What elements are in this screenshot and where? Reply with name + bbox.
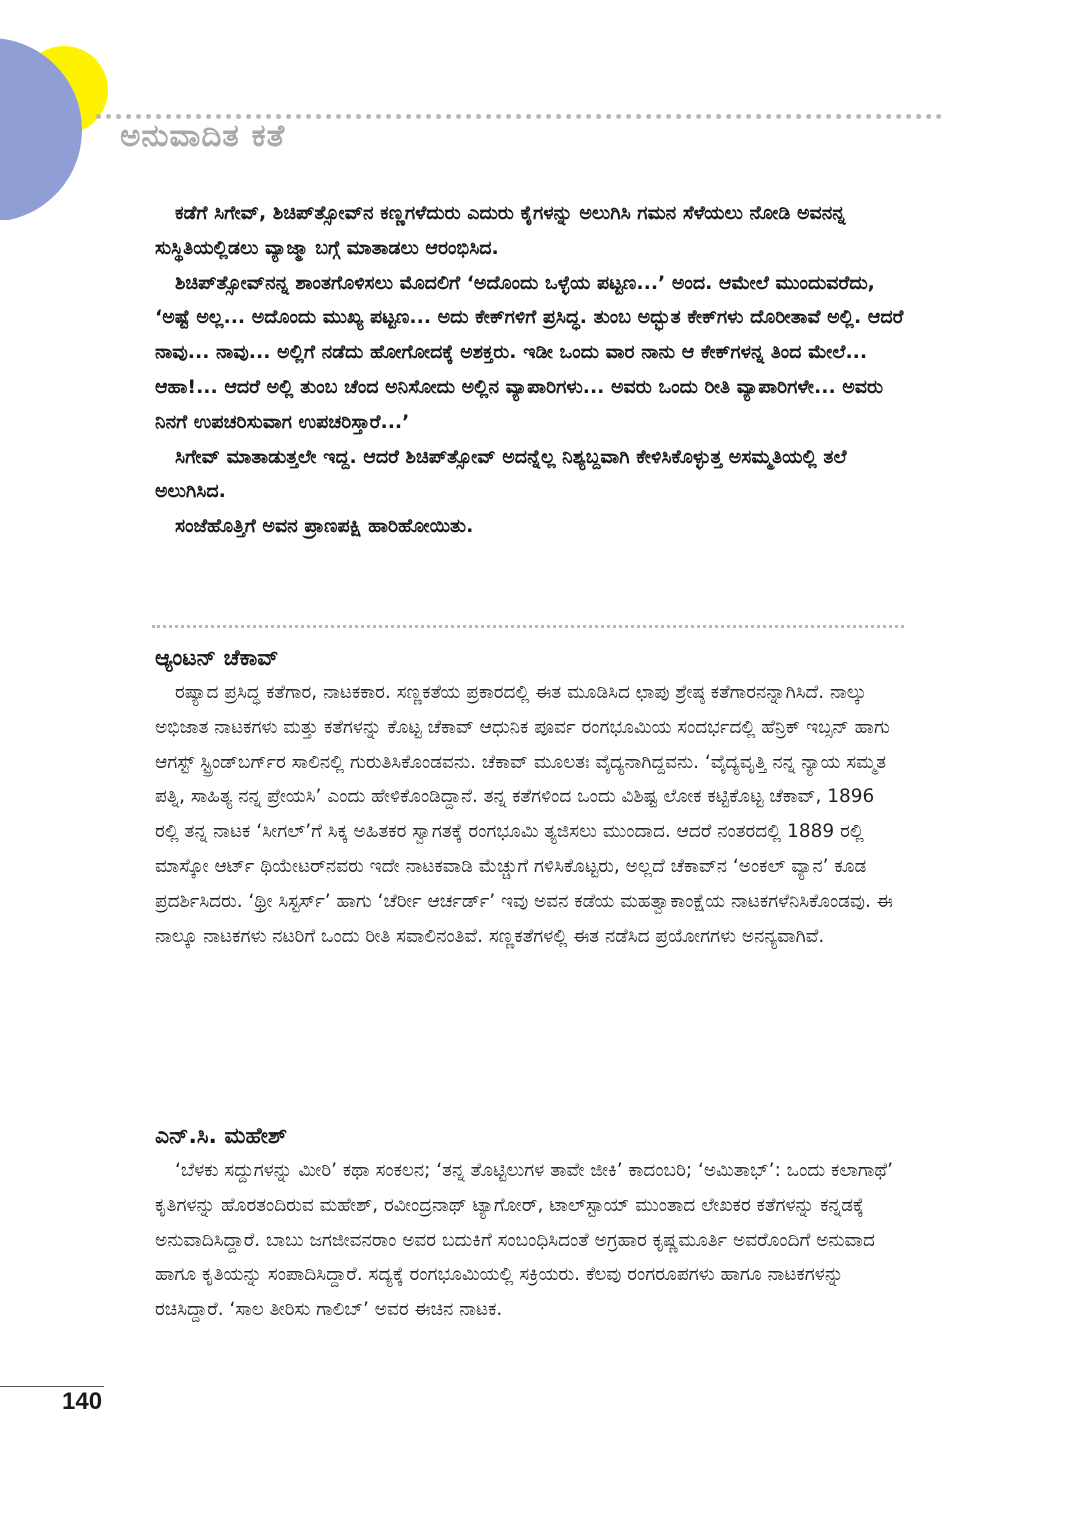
author-bio-text: ರಷ್ಯಾದ ಪ್ರಸಿದ್ಧ ಕತೆಗಾರ, ನಾಟಕಕಾರ. ಸಣ್ಣಕತೆಯ ಪ್ರಕಾರದಲ್ಲಿ ಈತ ಮೂಡಿಸಿದ ಛಾಪು ಶ್ರೇಷ್ಠ ಕತೆಗಾರನನ್ನಾಗಿಸಿದೆ. ನಾಲ್ಕು ಅಭಿಜಾತ ನಾಟಕಗಳು ಮತ್ತು ಕತೆಗಳನ್ನು ಕೊಟ್ಟ ಚೆಕಾವ್ ಆಧುನಿಕ ಪೂರ್ವ ರಂಗಭೂಮಿಯ ಸಂದರ್ಭದಲ್ಲಿ ಹೆನ್ರಿಕ್ ಇಬ್ಸನ್ ಹಾಗು ಆಗಸ್ಟ್ ಸ್ಟ್ರಿಂಡ್‌ಬರ್ಗ್‌ರ ಸಾಲಿನಲ್ಲಿ ಗುರುತಿಸಿಕೊಂಡವನು. ಚೆಕಾವ್ ಮೂಲತಃ ವೈದ್ಯನಾಗಿದ್ದವನು. ‘ವೈದ್ಯವೃತ್ತಿ ನನ್ನ ನ್ಯಾಯ ಸಮ್ಮತ ಪತ್ನಿ, ಸಾಹಿತ್ಯ ನನ್ನ ಪ್ರೇಯಸಿ’ ಎಂದು ಹೇಳಿಕೊಂಡಿದ್ದಾನೆ. ತನ್ನ ಕತೆಗಳಿಂದ ಒಂದು ವಿಶಿಷ್ಟ ಲೋಕ ಕಟ್ಟಿಕೊಟ್ಟ ಚೆಕಾವ್, 1896 ರಲ್ಲಿ ತನ್ನ ನಾಟಕ ‘ಸೀಗಲ್’ಗೆ ಸಿಕ್ಕ ಅಹಿತಕರ ಸ್ವಾಗತಕ್ಕೆ ರಂಗಭೂಮಿ ತ್ಯಜಿಸಲು ಮುಂದಾದ. ಆದರೆ ನಂತರದಲ್ಲಿ 1889 ರಲ್ಲಿ ಮಾಸ್ಕೋ ಆರ್ಟ್ ಥಿಯೇಟರ್‌ನವರು ಇದೇ ನಾಟಕವಾಡಿ ಮೆಚ್ಚುಗೆ ಗಳಿಸಿಕೊಟ್ಟರು, ಅಲ್ಲದೆ ಚೆಕಾವ್‌ನ ‘ಅಂಕಲ್ ವ್ಯಾನ’ ಕೂಡ ಪ್ರದರ್ಶಿಸಿದರು. ‘ಥ್ರೀ ಸಿಸ್ಟರ್ಸ್’ ಹಾಗು ‘ಚೆರ್ರೀ ಆರ್ಚರ್ಡ್’ ಇವು ಅವನ ಕಡೆಯ ಮಹತ್ವಾಕಾಂಕ್ಷೆಯ ನಾಟಕಗಳೆನಿಸಿಕೊಂಡವು. ಈ ನಾಲ್ಕೂ ನಾಟಕಗಳು ನಟರಿಗೆ ಒಂದು ರೀತಿ ಸವಾಲಿನಂತಿವೆ. ಸಣ್ಣಕತೆಗಳಲ್ಲಿ ಈತ ನಡೆಸಿದ ಪ್ರಯೋಗಗಳು ಅನನ್ಯವಾಗಿವೆ. [155,682,893,947]
story-paragraph: ಸಿಗೇವ್ ಮಾತಾಡುತ್ತಲೇ ಇದ್ದ. ಆದರೆ ಶಿಚಿಪ್‌ತ್ಸೋವ್ ಅದನ್ನೆಲ್ಲ ನಿಶ್ಯಬ್ದವಾಗಿ ಕೇಳಿಸಿಕೊಳ್ಳುತ್ತ ಅಸಮ್ಮತಿಯಲ್ಲಿ ತಲೆ ಅಲುಗಿಸಿದ. [155,445,847,503]
translator-bio-mahesh [155,1120,900,1328]
corner-decoration [0,0,150,220]
translator-name: ಎನ್.ಸಿ. ಮಹೇಶ್ [155,1124,288,1149]
story-paragraph: ಶಿಚಿಪ್‌ತ್ಸೋವ್‌ನನ್ನ ಶಾಂತಗೊಳಿಸಲು ಮೊದಲಿಗೆ ‘ಅದೊಂದು ಒಳ್ಳೆಯ ಪಟ್ಟಣ...’ ಅಂದ. ಆಮೇಲೆ ಮುಂದುವರೆದು, ‘ಅಷ್ಟೆ ಅಲ್ಲ... ಅದೊಂದು ಮುಖ್ಯ ಪಟ್ಟಣ... ಅದು ಕೇಕ್‌ಗಳಿಗೆ ಪ್ರಸಿದ್ಧ. ತುಂಬ ಅದ್ಭುತ ಕೇಕ್‌ಗಳು ದೊರೀತಾವೆ ಅಲ್ಲಿ. ಆದರೆ ನಾವು... ನಾವು... ಅಲ್ಲಿಗೆ ನಡೆದು ಹೋಗೋದಕ್ಕೆ ಅಶಕ್ತರು. ಇಡೀ ಒಂದು ವಾರ ನಾನು ಆ ಕೇಕ್‌ಗಳನ್ನ ತಿಂದ ಮೇಲೆ... ಆಹಾ!... ಆದರೆ ಅಲ್ಲಿ ತುಂಬ ಚೆಂದ ಅನಿಸೋದು ಅಲ್ಲಿನ ವ್ಯಾಪಾರಿಗಳು... ಅವರು ಒಂದು ರೀತಿ ವ್ಯಾಪಾರಿಗಳೇ... ಅವರು ನಿನಗೆ ಉಪಚರಿಸುವಾಗ ಉಪಚರಿಸ್ತಾರೆ...’ [155,271,904,433]
translator-bio-text: ‘ಬೆಳಕು ಸದ್ದುಗಳನ್ನು ಮೀರಿ’ ಕಥಾ ಸಂಕಲನ; ‘ತನ್ನ ತೊಟ್ಟಿಲುಗಳ ತಾವೇ ಜೀಕಿ’ ಕಾದಂಬರಿ; ‘ಅಮಿತಾಭ್’: ಒಂದು ಕಲಾಗಾಥೆ’ ಕೃತಿಗಳನ್ನು ಹೊರತಂದಿರುವ ಮಹೇಶ್, ರವೀಂದ್ರನಾಥ್ ಟ್ಯಾಗೋರ್, ಟಾಲ್‌ಸ್ಟಾಯ್ ಮುಂತಾದ ಲೇಖಕರ ಕತೆಗಳನ್ನು ಕನ್ನಡಕ್ಕೆ ಅನುವಾದಿಸಿದ್ದಾರೆ. ಬಾಬು ಜಗಜೀವನರಾಂ ಅವರ ಬದುಕಿಗೆ ಸಂಬಂಧಿಸಿದಂತೆ ಅಗ್ರಹಾರ ಕೃಷ್ಣಮೂರ್ತಿ ಅವರೊಂದಿಗೆ ಅನುವಾದ ಹಾಗೂ ಕೃತಿಯನ್ನು ಸಂಪಾದಿಸಿದ್ದಾರೆ. ಸದ್ಯಕ್ಕೆ ರಂಗಭೂಮಿಯಲ್ಲಿ ಸಕ್ರಿಯರು. ಕೆಲವು ರಂಗರೂಪಗಳು ಹಾಗೂ ನಾಟಕಗಳನ್ನು ರಚಿಸಿದ್ದಾರೆ. ‘ಸಾಲ ತೀರಿಸು ಗಾಲಿಬ್’ ಅವರ ಈಚಿನ ನಾಟಕ. [155,1160,893,1321]
author-name: ಆ್ಯಂಟನ್ ಚೆಕಾವ್ [155,646,279,671]
page-number: 140 [62,1388,103,1415]
story-text [155,196,905,544]
author-bio-chekhov [155,642,900,954]
story-paragraph: ಕಡೆಗೆ ಸಿಗೇವ್, ಶಿಚಿಪ್‌ತ್ಸೋವ್‌ನ ಕಣ್ಣಗಳೆದುರು ಎದುರು ಕೈಗಳನ್ನು ಅಲುಗಿಸಿ ಗಮನ ಸೆಳೆಯಲು ನೋಡಿ ಅವನನ್ನ ಸುಸ್ಥಿತಿಯಲ್ಲಿಡಲು ವ್ಯಾಜ್ಮಾ ಬಗ್ಗೆ ಮಾತಾಡಲು ಆರಂಭಿಸಿದ. [155,202,846,259]
section-divider [152,625,904,628]
section-title: ಅನುವಾದಿತ ಕತೆ [120,118,286,154]
footer-rule [0,1386,104,1387]
story-paragraph: ಸಂಜೆಹೊತ್ತಿಗೆ ಅವನ ಪ್ರಾಣಪಕ್ಷಿ ಹಾರಿಹೋಯಿತು. [175,515,474,538]
